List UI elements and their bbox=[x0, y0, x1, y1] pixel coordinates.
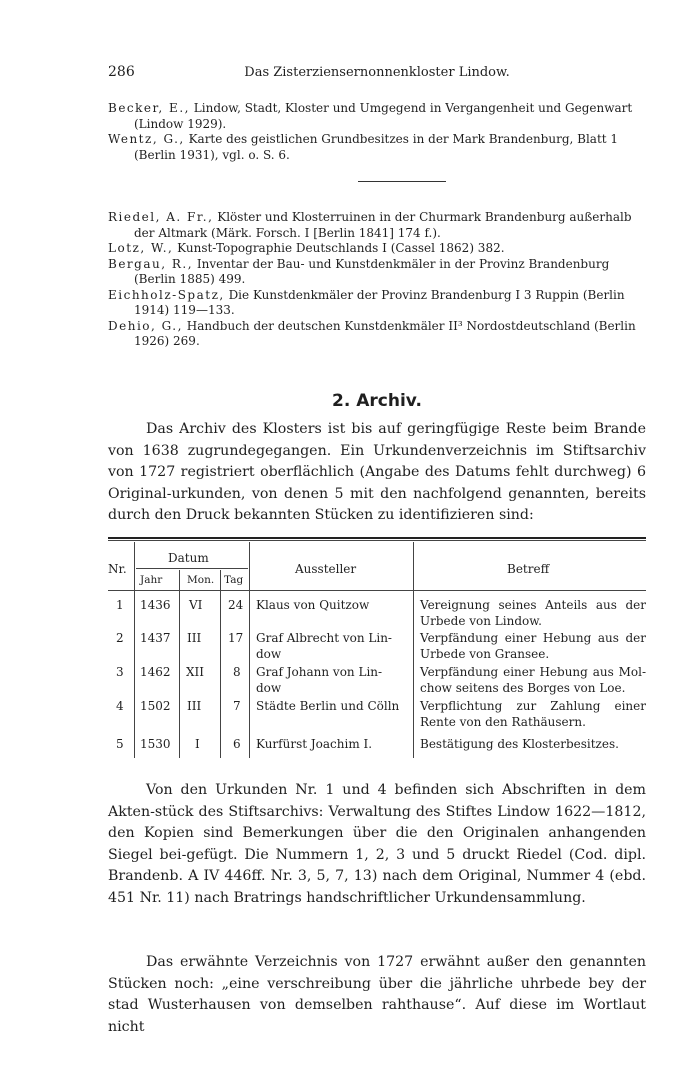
cell-aussteller: Klaus von Quitzow bbox=[256, 598, 370, 612]
cell-betreff: Verpfändung einer Hebung aus der Urbede von Gransee. bbox=[420, 631, 646, 661]
header-nr: Nr. bbox=[108, 562, 127, 576]
bibliography-entry: Bergau, R., Inventar der Bau- und Kunstdenkmäler in der Provinz Brandenburg (Berlin 1885) 499. bbox=[108, 256, 610, 286]
section-title: 2. Archiv. bbox=[332, 391, 422, 411]
header-datum: Datum bbox=[168, 551, 209, 565]
cell-nr: 2 bbox=[116, 631, 124, 645]
bibliography-entry: Becker, E., Lindow, Stadt, Kloster und Umgegend in Vergangenheit und Gegenwart (Lindow 1929). bbox=[108, 101, 633, 131]
column-divider bbox=[413, 542, 414, 758]
cell-jahr: 1502 bbox=[140, 699, 171, 713]
bibliography-list-2 bbox=[108, 210, 646, 350]
cell-jahr: 1462 bbox=[140, 665, 171, 679]
section-separator bbox=[358, 181, 446, 182]
header-aussteller: Aussteller bbox=[295, 562, 357, 576]
cell-betreff: Vereignung seines Anteils aus der Urbede von Lindow. bbox=[420, 598, 646, 628]
running-title: Das Zisterziensernonnenkloster Lindow. bbox=[244, 65, 510, 80]
cell-tag: 24 bbox=[228, 598, 244, 612]
page-header bbox=[108, 64, 646, 84]
cell-tag: 7 bbox=[233, 699, 241, 713]
cell-betreff: Bestätigung des Klosterbesitzes. bbox=[420, 737, 619, 751]
cell-aussteller: Graf Albrecht von Lin-dow bbox=[256, 631, 392, 661]
paragraph-intro: Das Archiv des Klosters ist bis auf geringfügige Reste beim Brande von 1638 zugrundegegangen. Ein Urkundenverzeichnis im Stiftsarchiv von 1727 registriert oberflächlich (Angabe des Datums fehlt durchweg) 6 Original-urkunden, von denen 5 mit den nachfolgend genannten, bereits durch den Druck bekannten Stücken zu identifizieren sind: bbox=[108, 421, 646, 523]
cell-nr: 1 bbox=[116, 598, 124, 612]
cell-tag: 6 bbox=[233, 737, 241, 751]
column-divider bbox=[179, 570, 180, 758]
cell-jahr: 1437 bbox=[140, 631, 171, 645]
bibliography-entry: Eichholz-Spatz, Die Kunstdenkmäler der Provinz Brandenburg I 3 Ruppin (Berlin 1914) 119—133. bbox=[108, 287, 625, 317]
table-top-rule-thin bbox=[108, 540, 646, 541]
page-number: 286 bbox=[108, 64, 135, 80]
header-betreff: Betreff bbox=[507, 562, 550, 576]
bibliography-entry: Lotz, W., Kunst-Topographie Deutschlands I (Cassel 1862) 382. bbox=[108, 241, 505, 255]
cell-aussteller: Kurfürst Joachim I. bbox=[256, 737, 373, 751]
table-header-rule bbox=[108, 590, 646, 591]
column-divider bbox=[220, 570, 221, 758]
bibliography-entry: Wentz, G., Karte des geistlichen Grundbesitzes in der Mark Brandenburg, Blatt 1 (Berlin 1931), vgl. o. S. 6. bbox=[108, 132, 619, 162]
datum-underline bbox=[136, 568, 248, 569]
cell-nr: 4 bbox=[116, 699, 124, 713]
cell-jahr: 1436 bbox=[140, 598, 171, 612]
paragraph-register: Das erwähnte Verzeichnis von 1727 erwähnt außer den genannten Stücken noch: „eine verschreibung über die jährliche uhrbede bey der stad Wusterhausen von demselben rahthause“. Auf diese im Wortlaut nicht bbox=[108, 954, 646, 1035]
table-top-rule bbox=[108, 537, 646, 539]
cell-nr: 5 bbox=[116, 737, 124, 751]
bibliography-entry: Riedel, A. Fr., Klöster und Klosterruinen in der Churmark Brandenburg außerhalb der Altmark (Märk. Forsch. I [Berlin 1841] 174 f.). bbox=[108, 210, 632, 240]
cell-mon: III bbox=[187, 699, 202, 713]
cell-mon: III bbox=[187, 631, 202, 645]
cell-nr: 3 bbox=[116, 665, 124, 679]
cell-tag: 17 bbox=[228, 631, 244, 645]
cell-mon: XII bbox=[186, 665, 205, 679]
cell-betreff: Verpfändung einer Hebung aus Mol-chow seitens des Borges von Loe. bbox=[420, 665, 646, 695]
paragraph-copies: Von den Urkunden Nr. 1 und 4 befinden sich Abschriften in dem Akten-stück des Stiftsarchivs: Verwaltung des Stiftes Lindow 1622—1812, den Kopien sind Bemerkungen über die den Originalen anhangenden Siegel bei-gefügt. Die Nummern 1, 2, 3 und 5 druckt Riedel (Cod. dipl. Brandenb. A IV 446ff. Nr. 3, 5, 7, 13) nach dem Original, Nummer 4 (ebd. 451 Nr. 11) nach Bratrings handschriftlicher Urkundensammlung. bbox=[108, 782, 646, 906]
cell-jahr: 1530 bbox=[140, 737, 171, 751]
header-mon: Mon. bbox=[187, 574, 215, 586]
cell-mon: VI bbox=[189, 598, 203, 612]
column-divider bbox=[249, 542, 250, 758]
cell-aussteller: Graf Johann von Lin-dow bbox=[256, 665, 383, 695]
column-divider bbox=[134, 542, 135, 758]
bibliography-list-1 bbox=[108, 101, 646, 163]
cell-mon: I bbox=[195, 737, 200, 751]
bibliography-entry: Dehio, G., Handbuch der deutschen Kunstdenkmäler II³ Nordostdeutschland (Berlin 1926) 269. bbox=[108, 318, 636, 348]
cell-aussteller: Städte Berlin und Cölln bbox=[256, 699, 400, 713]
cell-tag: 8 bbox=[233, 665, 241, 679]
header-jahr: Jahr bbox=[140, 574, 163, 586]
cell-betreff: Verpflichtung zur Zahlung einer Rente von den Rathäusern. bbox=[420, 699, 646, 729]
header-tag: Tag bbox=[224, 574, 244, 586]
